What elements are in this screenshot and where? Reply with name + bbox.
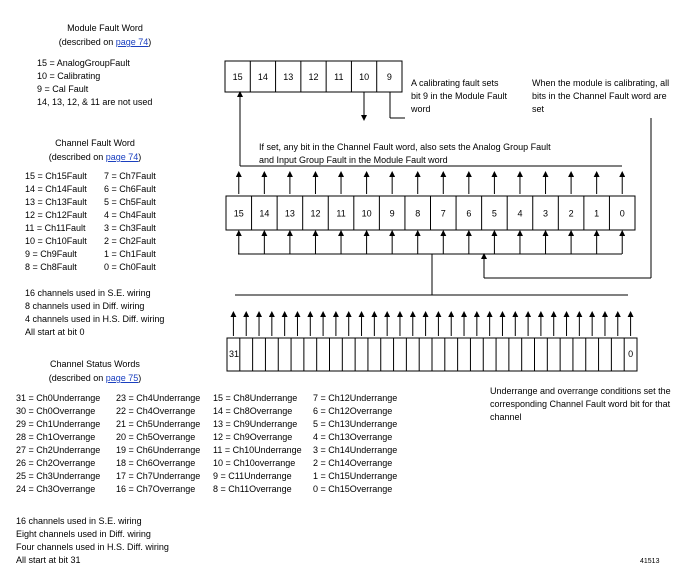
channel-fault-bit-label: 7 xyxy=(440,208,446,219)
status-legend-item: 0 = Ch15Overrange xyxy=(313,484,393,494)
status-legend-item: 1 = Ch15Underrange xyxy=(313,471,398,481)
channel-fault-legend-item: 3 = Ch3Fault xyxy=(104,223,156,233)
status-legend-item: 5 = Ch13Underrange xyxy=(313,419,398,429)
module-fault-legend-0: 15 = AnalogGroupFault xyxy=(37,58,130,68)
channel-fault-legend-item: 2 = Ch2Fault xyxy=(104,236,156,246)
note-line: Underrange and overrange conditions set the xyxy=(490,386,671,396)
channel-fault-legend-item: 5 = Ch5Fault xyxy=(104,197,156,207)
note-line: A calibrating fault sets xyxy=(411,78,499,88)
channel-fault-legend-item: 8 = Ch8Fault xyxy=(25,262,77,272)
channel-status-desc-suffix: ) xyxy=(138,373,142,383)
status-legend-item: 14 = Ch8Overrange xyxy=(213,406,293,416)
wiring-note: 16 channels used in S.E. wiring xyxy=(25,288,151,298)
status-legend-item: 9 = C11Underrange xyxy=(213,471,292,481)
wiring-note: Eight channels used in Diff. wiring xyxy=(16,529,151,539)
module-fault-bit-label: 13 xyxy=(283,72,294,82)
channel-fault-bit-label: 14 xyxy=(259,208,270,219)
wiring-note: 8 channels used in Diff. wiring xyxy=(25,301,145,311)
module-fault-legend-1: 10 = Calibrating xyxy=(37,71,101,81)
channel-status-page-link[interactable]: page 75 xyxy=(105,373,139,383)
status-legend-item: 27 = Ch2Underrange xyxy=(16,445,101,455)
module-fault-bit-label: 11 xyxy=(334,72,344,82)
note-line: bit 9 in the Module Fault xyxy=(411,91,508,101)
channel-fault-legend-item: 11 = Ch11Fault xyxy=(25,223,86,233)
channel-status-register xyxy=(227,338,637,371)
channel-status-first-bit: 31 xyxy=(229,349,240,359)
module-fault-desc-prefix: (described on xyxy=(58,37,116,47)
module-fault-title: Module Fault Word xyxy=(67,23,143,33)
note-line: word xyxy=(411,104,431,114)
channel-status-last-bit: 0 xyxy=(628,349,634,359)
channel-fault-legend-item: 6 = Ch6Fault xyxy=(104,184,156,194)
channel-fault-legend-item: 0 = Ch0Fault xyxy=(104,262,156,272)
module-fault-register xyxy=(225,61,402,92)
status-legend-item: 21 = Ch5Underrange xyxy=(116,419,201,429)
note-line: and Input Group Fault in the Module Fault word xyxy=(259,155,448,165)
status-legend-item: 30 = Ch0Overrange xyxy=(16,406,96,416)
channel-fault-legend-item: 1 = Ch1Fault xyxy=(104,249,156,259)
status-legend-item: 11 = Ch10Underrange xyxy=(213,445,302,455)
channel-fault-bit-label: 11 xyxy=(336,208,346,219)
channel-fault-up-arrows xyxy=(239,174,622,194)
wiring-note: Four channels used in H.S. Diff. wiring xyxy=(16,542,169,552)
module-fault-bit-label: 12 xyxy=(308,72,319,82)
channel-fault-desc-suffix: ) xyxy=(138,152,142,162)
status-legend-item: 31 = Ch0Underrange xyxy=(16,393,101,403)
status-legend-item: 13 = Ch9Underrange xyxy=(213,419,298,429)
status-legend-item: 20 = Ch5Overrange xyxy=(116,432,196,442)
channel-fault-bit-label: 2 xyxy=(568,208,574,219)
channel-fault-title: Channel Fault Word xyxy=(55,138,135,148)
channel-status-up-arrows xyxy=(233,314,630,336)
module-fault-bit-label: 10 xyxy=(359,72,370,82)
status-legend-item: 4 = Ch13Overrange xyxy=(313,432,393,442)
status-legend-item: 6 = Ch12Overrange xyxy=(313,406,393,416)
wiring-note: All start at bit 31 xyxy=(16,555,81,565)
module-fault-bit-label: 15 xyxy=(232,72,243,82)
channel-fault-bit-label: 3 xyxy=(543,208,549,219)
channel-fault-bit-label: 5 xyxy=(491,208,497,219)
status-legend-item: 3 = Ch14Underrange xyxy=(313,445,398,455)
channel-fault-bit-label: 15 xyxy=(233,208,244,219)
channel-fault-bit-label: 8 xyxy=(415,208,421,219)
figure-id: 41513 xyxy=(640,558,660,565)
status-legend-item: 8 = Ch11Overrange xyxy=(213,484,292,494)
module-fault-legend-3: 14, 13, 12, & 11 are not used xyxy=(37,97,153,107)
status-legend-item: 18 = Ch6Overrange xyxy=(116,458,196,468)
note-line: When the module is calibrating, all xyxy=(532,78,670,88)
channel-fault-legend-item: 9 = Ch9Fault xyxy=(25,249,77,259)
status-legend-item: 28 = Ch1Overrange xyxy=(16,432,96,442)
channel-fault-bit-label: 6 xyxy=(466,208,472,219)
channel-fault-bit-label: 9 xyxy=(389,208,395,219)
module-fault-page-link[interactable]: page 74 xyxy=(115,37,149,47)
note-line: bits in the Channel Fault word are xyxy=(532,91,667,101)
channel-fault-legend-item: 12 = Ch12Fault xyxy=(25,210,87,220)
status-legend-item: 15 = Ch8Underrange xyxy=(213,393,298,403)
channel-fault-legend-item: 13 = Ch13Fault xyxy=(25,197,87,207)
status-legend-item: 17 = Ch7Underrange xyxy=(116,471,201,481)
channel-fault-register xyxy=(226,196,635,230)
channel-fault-bit-label: 0 xyxy=(619,208,625,219)
channel-status-desc-prefix: (described on xyxy=(48,373,106,383)
channel-fault-legend-item: 4 = Ch4Fault xyxy=(104,210,156,220)
status-legend-item: 16 = Ch7Overrange xyxy=(116,484,196,494)
channel-fault-legend-item: 7 = Ch7Fault xyxy=(104,171,156,181)
channel-status-title: Channel Status Words xyxy=(50,359,140,369)
module-fault-bit-label: 9 xyxy=(386,72,392,82)
channel-fault-bit-label: 13 xyxy=(284,208,295,219)
channel-fault-bottom-arrows xyxy=(239,233,622,254)
status-legend-item: 22 = Ch4Overrange xyxy=(116,406,196,416)
status-legend-item: 23 = Ch4Underrange xyxy=(116,393,201,403)
note-line: If set, any bit in the Channel Fault word, also sets the Analog Group Fault xyxy=(259,142,551,152)
module-fault-desc-suffix: ) xyxy=(148,37,152,47)
status-legend-item: 24 = Ch3Overrange xyxy=(16,484,96,494)
channel-fault-bit-label: 1 xyxy=(594,208,600,219)
status-legend-item: 7 = Ch12Underrange xyxy=(313,393,398,403)
channel-fault-legend-item: 10 = Ch10Fault xyxy=(25,236,87,246)
status-legend-item: 26 = Ch2Overrange xyxy=(16,458,96,468)
module-fault-legend-2: 9 = Cal Fault xyxy=(37,84,89,94)
status-legend-item: 19 = Ch6Underrange xyxy=(116,445,201,455)
channel-fault-bit-label: 4 xyxy=(517,208,523,219)
status-legend-item: 12 = Ch9Overrange xyxy=(213,432,293,442)
channel-fault-legend-item: 15 = Ch15Fault xyxy=(25,171,87,181)
status-legend-item: 10 = Ch10overrange xyxy=(213,458,296,468)
status-legend-item: 2 = Ch14Overrange xyxy=(313,458,393,468)
status-legend-item: 25 = Ch3Underrange xyxy=(16,471,101,481)
note-line: corresponding Channel Fault word bit for that xyxy=(490,399,671,409)
note-line: channel xyxy=(490,412,522,422)
module-fault-bit-label: 14 xyxy=(257,72,268,82)
note-line: set xyxy=(532,104,545,114)
wiring-note: 16 channels used in S.E. wiring xyxy=(16,516,142,526)
channel-fault-bit-label: 12 xyxy=(310,208,321,219)
wiring-note: All start at bit 0 xyxy=(25,327,85,337)
channel-fault-legend-item: 14 = Ch14Fault xyxy=(25,184,87,194)
wiring-note: 4 channels used in H.S. Diff. wiring xyxy=(25,314,165,324)
status-legend-item: 29 = Ch1Underrange xyxy=(16,419,101,429)
channel-fault-page-link[interactable]: page 74 xyxy=(105,152,139,162)
channel-fault-desc-prefix: (described on xyxy=(48,152,106,162)
channel-fault-bit-label: 10 xyxy=(361,208,372,219)
